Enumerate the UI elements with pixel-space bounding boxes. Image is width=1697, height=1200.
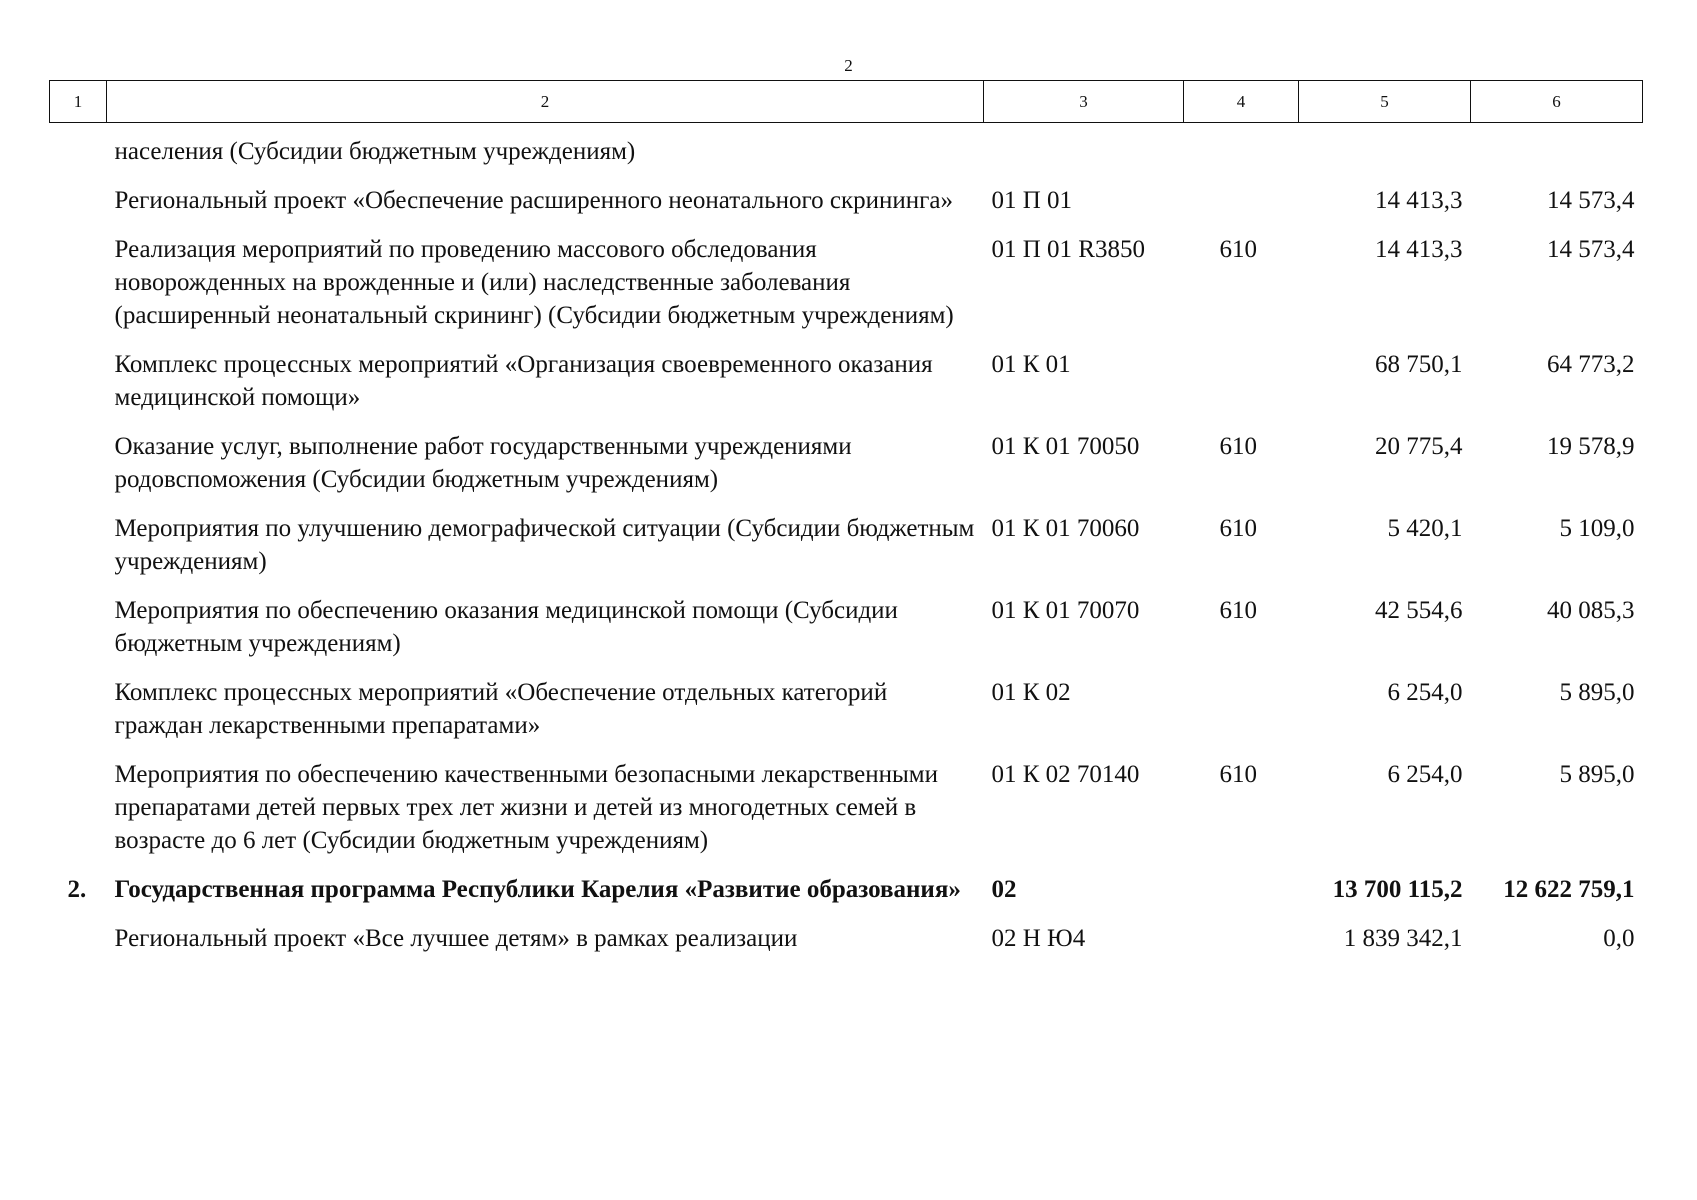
- row-amount-col6-cell: 14 573,4: [1547, 236, 1635, 263]
- row-number-cell: [50, 123, 107, 185]
- row-kvr-cell: 610: [1219, 597, 1257, 624]
- row-code-cell: 01 К 01 70050: [991, 433, 1140, 460]
- row-code-cell: 01 К 02 70140: [991, 761, 1140, 788]
- row-number-cell: 2.: [67, 876, 87, 903]
- table-header: [50, 81, 1643, 123]
- row-name-cell: Мероприятия по обеспечению качественными безопасными лекарственными препаратами детей первых трех лет жизни и детей из многодетных семей в возрасте до 6 лет (Субсидии бюджетным учреждениям): [114, 761, 938, 854]
- row-code-cell: 01 К 01 70070: [991, 597, 1140, 624]
- row-number-cell: [50, 430, 107, 512]
- row-amount-col5-cell: [1299, 123, 1471, 185]
- table-row: [50, 123, 1643, 185]
- header-cell-2: 2: [107, 81, 984, 123]
- row-amount-col5-cell: 42 554,6: [1375, 597, 1463, 624]
- row-amount-col5-cell: 68 750,1: [1375, 351, 1463, 378]
- row-code-cell: 02 Н Ю4: [991, 925, 1086, 952]
- row-kvr-cell: [1184, 676, 1299, 758]
- row-number-cell: [50, 922, 107, 971]
- row-amount-col6-cell: 19 578,9: [1547, 433, 1635, 460]
- header-row: [50, 81, 1643, 123]
- row-number-cell: [50, 512, 107, 594]
- row-kvr-cell: [1184, 184, 1299, 233]
- header-cell-5: 5: [1299, 81, 1471, 123]
- row-name-cell: Комплекс процессных мероприятий «Организация своевременного оказания медицинской помощи»: [114, 351, 933, 411]
- row-number-cell: [50, 348, 107, 430]
- row-kvr-cell: 610: [1219, 433, 1257, 460]
- budget-table-container: [49, 80, 1642, 971]
- row-amount-col5-cell: 5 420,1: [1387, 515, 1463, 542]
- row-name-cell: Оказание услуг, выполнение работ государственными учреждениями родовспоможения (Субсидии бюджетным учреждениям): [114, 433, 852, 493]
- row-name-cell: Комплекс процессных мероприятий «Обеспечение отдельных категорий граждан лекарственными препаратами»: [114, 679, 888, 739]
- row-code-cell: 02: [991, 876, 1017, 903]
- table-row: [50, 430, 1643, 512]
- header-cell-4: 4: [1184, 81, 1299, 123]
- table-row: [50, 922, 1643, 971]
- row-number-cell: [50, 233, 107, 348]
- row-kvr-cell: [1184, 922, 1299, 971]
- row-code-cell: 01 К 01 70060: [991, 515, 1140, 542]
- row-number-cell: [50, 184, 107, 233]
- row-name-cell: Реализация мероприятий по проведению массового обследования новорожденных на врожденные и (или) наследственные заболевания (расширенный неонатальный скрининг) (Субсидии бюджетным учреждениям): [114, 236, 954, 329]
- row-code-cell: 01 К 02: [991, 679, 1071, 706]
- row-amount-col5-cell: 6 254,0: [1387, 761, 1463, 788]
- row-amount-col6-cell: 5 895,0: [1559, 679, 1635, 706]
- table-row: [50, 873, 1643, 922]
- row-amount-col5-cell: 14 413,3: [1375, 187, 1463, 214]
- table-row: [50, 758, 1643, 873]
- row-code-cell: [984, 123, 1184, 185]
- row-number-cell: [50, 758, 107, 873]
- budget-table: [49, 80, 1643, 971]
- row-amount-col6-cell: [1471, 123, 1643, 185]
- table-row: [50, 184, 1643, 233]
- table-row: [50, 348, 1643, 430]
- row-amount-col6-cell: 12 622 759,1: [1503, 876, 1635, 903]
- row-amount-col6-cell: 5 109,0: [1559, 515, 1635, 542]
- row-amount-col6-cell: 5 895,0: [1559, 761, 1635, 788]
- row-code-cell: 01 П 01: [991, 187, 1073, 214]
- table-row: [50, 594, 1643, 676]
- table-row: [50, 512, 1643, 594]
- row-amount-col6-cell: 40 085,3: [1547, 597, 1635, 624]
- page-number: 2: [844, 56, 853, 75]
- row-kvr-cell: [1184, 123, 1299, 185]
- row-amount-col5-cell: 13 700 115,2: [1332, 876, 1463, 903]
- row-kvr-cell: 610: [1219, 236, 1257, 263]
- row-code-cell: 01 К 01: [991, 351, 1071, 378]
- row-amount-col5-cell: 1 839 342,1: [1343, 925, 1463, 952]
- row-name-cell: Региональный проект «Все лучшее детям» в рамках реализации: [114, 925, 798, 952]
- row-kvr-cell: 610: [1219, 515, 1257, 542]
- row-amount-col6-cell: 14 573,4: [1547, 187, 1635, 214]
- row-name-cell: Региональный проект «Обеспечение расширенного неонатального скрининга»: [114, 187, 953, 214]
- row-number-cell: [50, 676, 107, 758]
- table-body: [50, 123, 1643, 972]
- row-amount-col6-cell: 64 773,2: [1547, 351, 1635, 378]
- row-amount-col6-cell: 0,0: [1603, 925, 1635, 952]
- header-cell-6: 6: [1471, 81, 1643, 123]
- row-kvr-cell: [1184, 873, 1299, 922]
- row-name-cell: Мероприятия по улучшению демографической ситуации (Субсидии бюджетным учреждениям): [114, 515, 975, 575]
- row-amount-col5-cell: 14 413,3: [1375, 236, 1463, 263]
- row-name-cell: населения (Субсидии бюджетным учреждениям): [114, 138, 636, 165]
- table-row: [50, 233, 1643, 348]
- row-amount-col5-cell: 6 254,0: [1387, 679, 1463, 706]
- table-row: [50, 676, 1643, 758]
- row-kvr-cell: [1184, 348, 1299, 430]
- header-cell-3: 3: [984, 81, 1184, 123]
- row-name-cell: Мероприятия по обеспечению оказания медицинской помощи (Субсидии бюджетным учреждениям): [114, 597, 898, 657]
- header-cell-1: 1: [50, 81, 107, 123]
- row-kvr-cell: 610: [1219, 761, 1257, 788]
- row-number-cell: [50, 594, 107, 676]
- row-name-cell: Государственная программа Республики Карелия «Развитие образования»: [114, 876, 961, 903]
- row-amount-col5-cell: 20 775,4: [1375, 433, 1463, 460]
- row-code-cell: 01 П 01 R3850: [991, 236, 1145, 263]
